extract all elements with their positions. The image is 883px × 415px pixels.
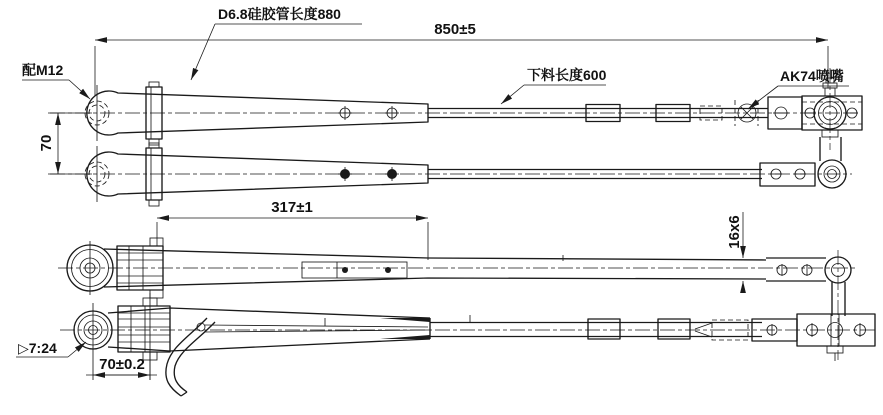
dim-70-offset-text: 70±0.2 <box>99 356 145 373</box>
view-plan-arm1 <box>50 68 862 161</box>
dim-317-text: 317±1 <box>271 199 313 216</box>
dim-16x6 <box>726 212 743 292</box>
arm1-side-top <box>104 249 766 260</box>
blank-length-text: 下料长度600 <box>527 67 607 83</box>
bolt-nut <box>827 346 843 353</box>
arm2-side-end-bracket <box>752 314 875 361</box>
arm2-clamp <box>146 143 162 206</box>
label-taper-7-24 <box>16 340 86 357</box>
dim-850 <box>95 21 828 96</box>
arm1-side-end <box>766 250 851 360</box>
spring-and-hook <box>197 315 470 339</box>
arm1-clamp <box>146 82 162 145</box>
dim-317 <box>157 199 428 260</box>
arm1-side-bottom <box>104 278 766 287</box>
arm2-side-rod <box>430 318 762 340</box>
dim-70-text: 70 <box>38 134 55 152</box>
view-side-arm2 <box>60 293 878 396</box>
dim-70-pivot-spacing <box>38 113 92 174</box>
taper-label-text: ▷7:24 <box>18 340 57 356</box>
view-side-arm1 <box>58 238 858 360</box>
dim-16x6-text: 16x6 <box>726 215 743 249</box>
tube-label-text: D6.8硅胶管长度880 <box>218 6 341 22</box>
label-blank-length <box>501 67 607 104</box>
label-silicone-tube <box>191 6 362 80</box>
arm2-side-bottom <box>108 339 430 351</box>
view-plan-arm2 <box>50 143 852 206</box>
dim-70-offset <box>86 352 157 380</box>
dim-850-text: 850±5 <box>434 21 476 38</box>
m12-label-text: 配M12 <box>22 62 64 78</box>
label-nozzle <box>748 68 849 109</box>
label-m12 <box>22 62 90 99</box>
nozzle-label-text: AK74喷嘴 <box>780 68 844 84</box>
